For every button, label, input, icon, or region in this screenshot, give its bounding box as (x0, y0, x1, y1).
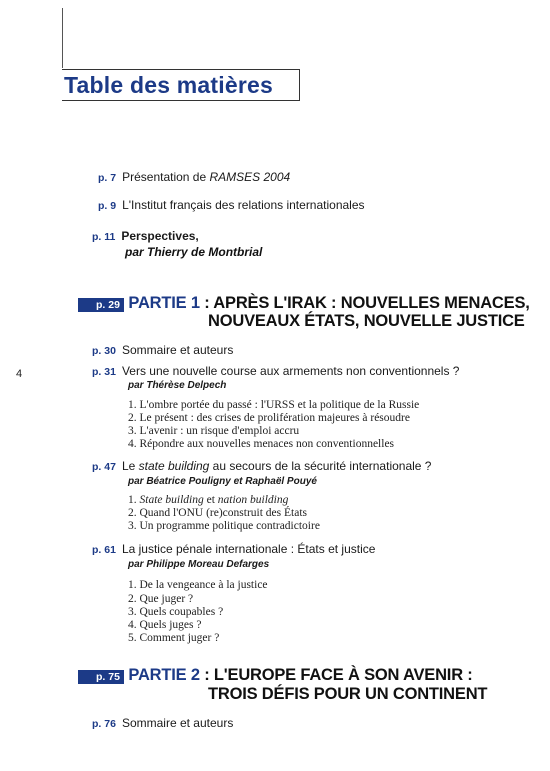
page-number: 4 (16, 368, 23, 380)
page-ref: p. 31 (92, 366, 116, 378)
list-item: 5. Comment juger ? (128, 632, 220, 644)
toc-entry-p31[interactable] (92, 364, 459, 378)
part1-heading[interactable] (78, 294, 530, 313)
list-item: 1. L'ombre portée du passé : l'URSS et la politique de la Russie (128, 399, 420, 411)
toc-entry-p9[interactable] (98, 198, 365, 212)
toc-entry-p47[interactable] (92, 459, 431, 473)
part-page-badge: p. 75 (78, 670, 124, 684)
toc-entry-p76[interactable] (92, 716, 233, 730)
entry-text: Perspectives, (121, 229, 199, 243)
part2-heading[interactable] (78, 666, 473, 685)
entry-author: par Philippe Moreau Defarges (128, 559, 270, 570)
part-title-line1: : APRÈS L'IRAK : NOUVELLES MENACES, (199, 294, 530, 312)
part-title-line2: TROIS DÉFIS POUR UN CONTINENT (208, 685, 488, 703)
toc-entry-p7[interactable] (98, 170, 290, 184)
toc-entry-p61[interactable] (92, 542, 375, 556)
entry-text: au secours de la sécurité internationale ? (209, 459, 432, 473)
list-item: 1. State building et nation building (128, 494, 289, 506)
entry-text: Sommaire et auteurs (121, 343, 234, 357)
list-item: 2. Quand l'ONU (re)construit des États (128, 507, 308, 519)
page-ref: p. 11 (92, 231, 116, 243)
entry-text-italic: RAMSES 2004 (209, 170, 291, 184)
entry-author: par Béatrice Pouligny et Raphaël Pouyé (128, 476, 317, 487)
part-label: PARTIE 2 (128, 666, 200, 684)
part-label: PARTIE 1 (128, 294, 200, 312)
entry-text: Le (121, 459, 139, 473)
list-item: 1. De la vengeance à la justice (128, 579, 268, 591)
page-ref: p. 30 (92, 345, 116, 357)
part-title-line2: NOUVEAUX ÉTATS, NOUVELLE JUSTICE (208, 312, 525, 330)
part-page-badge: p. 29 (78, 298, 124, 312)
frame-vertical-line (62, 8, 63, 68)
list-item: 3. L'avenir : un risque d'emploi accru (128, 425, 300, 437)
page-title: Table des matières (64, 72, 273, 98)
page-ref: p. 61 (92, 544, 116, 556)
page-ref: p. 7 (98, 172, 117, 184)
entry-text: La justice pénale internationale : États et justice (121, 542, 376, 556)
entry-author: par Thierry de Montbrial (125, 245, 263, 259)
page-ref: p. 9 (98, 200, 117, 212)
toc-entry-p30[interactable] (92, 343, 233, 357)
list-item: 2. Que juger ? (128, 593, 194, 605)
entry-text: Vers une nouvelle course aux armements non conventionnels ? (121, 364, 460, 378)
list-item: 4. Répondre aux nouvelles menaces non conventionnelles (128, 438, 395, 450)
list-item: 3. Un programme politique contradictoire (128, 520, 320, 532)
list-item: 2. Le présent : des crises de prolifération majeures à résoudre (128, 412, 410, 424)
page-ref: p. 47 (92, 461, 116, 473)
entry-text: Présentation de (122, 170, 210, 184)
entry-text: Sommaire et auteurs (121, 716, 234, 730)
entry-text-italic: state building (138, 459, 210, 473)
part-title-line1: : L'EUROPE FACE À SON AVENIR : (199, 666, 473, 684)
entry-text: L'Institut français des relations internationales (122, 198, 365, 212)
toc-entry-p11[interactable] (92, 229, 199, 243)
list-item: 4. Quels juges ? (128, 619, 202, 631)
page-ref: p. 76 (92, 718, 116, 730)
list-item: 3. Quels coupables ? (128, 606, 224, 618)
entry-author: par Thérèse Delpech (128, 380, 227, 391)
